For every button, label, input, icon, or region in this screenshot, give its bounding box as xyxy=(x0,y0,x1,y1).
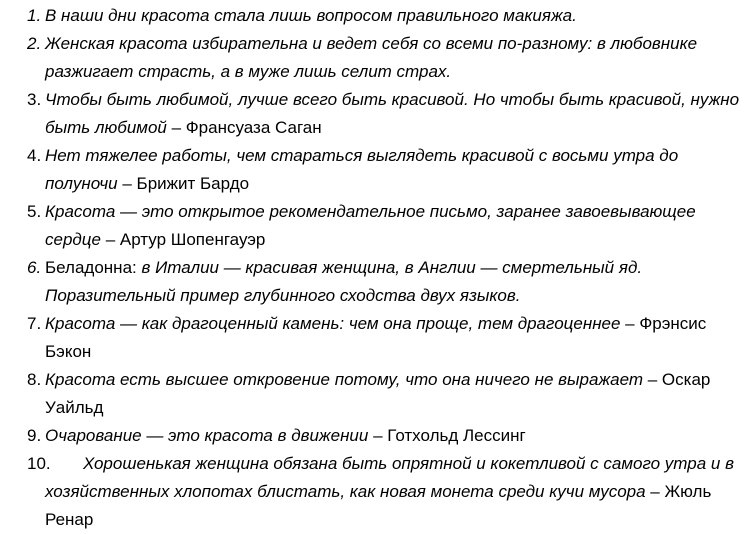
list-item xyxy=(0,254,751,310)
quote-text: Женская красота избирательна и ведет себя со всеми по-разному: в любовнике разжигает страсть, а в муже лишь селит страх. xyxy=(45,34,698,81)
list-item xyxy=(0,2,751,30)
list-item xyxy=(0,198,751,254)
quote-text: Хорошенькая женщина обязана быть опрятной и кокетливой с самого утра и в хозяйственных хлопотах блистать, как новая монета среди кучи мусора xyxy=(45,454,734,501)
quote-body xyxy=(45,450,751,534)
quote-author: – Франсуаза Саган xyxy=(166,118,322,137)
list-number: 5. xyxy=(27,202,42,221)
list-number: 8. xyxy=(27,370,42,389)
list-number: 3. xyxy=(27,90,42,109)
list-number: 6. xyxy=(27,258,42,277)
quote-text: Красота есть высшее откровение потому, что она ничего не выражает xyxy=(45,370,644,389)
quote-author: – Оскар Уайльд xyxy=(45,370,711,417)
quote-author: – Брижит Бардо xyxy=(117,174,250,193)
quote-text: Красота — это открытое рекомендательное письмо, заранее завоевывающее сердце xyxy=(45,202,696,249)
list-item xyxy=(0,310,751,366)
quote-lead: Беладонна: xyxy=(45,258,142,277)
list-item xyxy=(0,366,751,422)
list-item xyxy=(0,422,751,450)
quote-author: – Фрэнсис Бэкон xyxy=(45,314,707,361)
quote-text: В наши дни красота стала лишь вопросом правильного макияжа. xyxy=(45,6,577,25)
list-item xyxy=(0,86,751,142)
quote-text: Нет тяжелее работы, чем стараться выглядеть красивой с восьми утра до полуночи xyxy=(45,146,679,193)
list-number: 2. xyxy=(27,34,42,53)
quote-list xyxy=(0,2,751,534)
list-number: 10. xyxy=(27,454,51,473)
list-number: 4. xyxy=(27,146,42,165)
quote-author: – Жюль Ренар xyxy=(45,482,712,529)
list-item xyxy=(0,142,751,198)
quote-author: – Готхольд Лессинг xyxy=(368,426,526,445)
list-item xyxy=(0,30,751,86)
list-number: 7. xyxy=(27,314,42,333)
list-number: 9. xyxy=(27,426,42,445)
list-item xyxy=(0,450,751,534)
quote-author: – Артур Шопенгауэр xyxy=(100,230,266,249)
quote-text: Красота — как драгоценный камень: чем она проще, тем драгоценнее xyxy=(45,314,621,333)
list-number: 1. xyxy=(27,6,42,25)
quote-text: Очарование — это красота в движении xyxy=(45,426,369,445)
quote-text: в Италии — красивая женщина, в Англии — смертельный яд. Поразительный пример глубинного сходства двух языков. xyxy=(45,258,643,305)
quote-text: Чтобы быть любимой, лучше всего быть красивой. Но чтобы быть красивой, нужно быть любимой xyxy=(45,90,740,137)
